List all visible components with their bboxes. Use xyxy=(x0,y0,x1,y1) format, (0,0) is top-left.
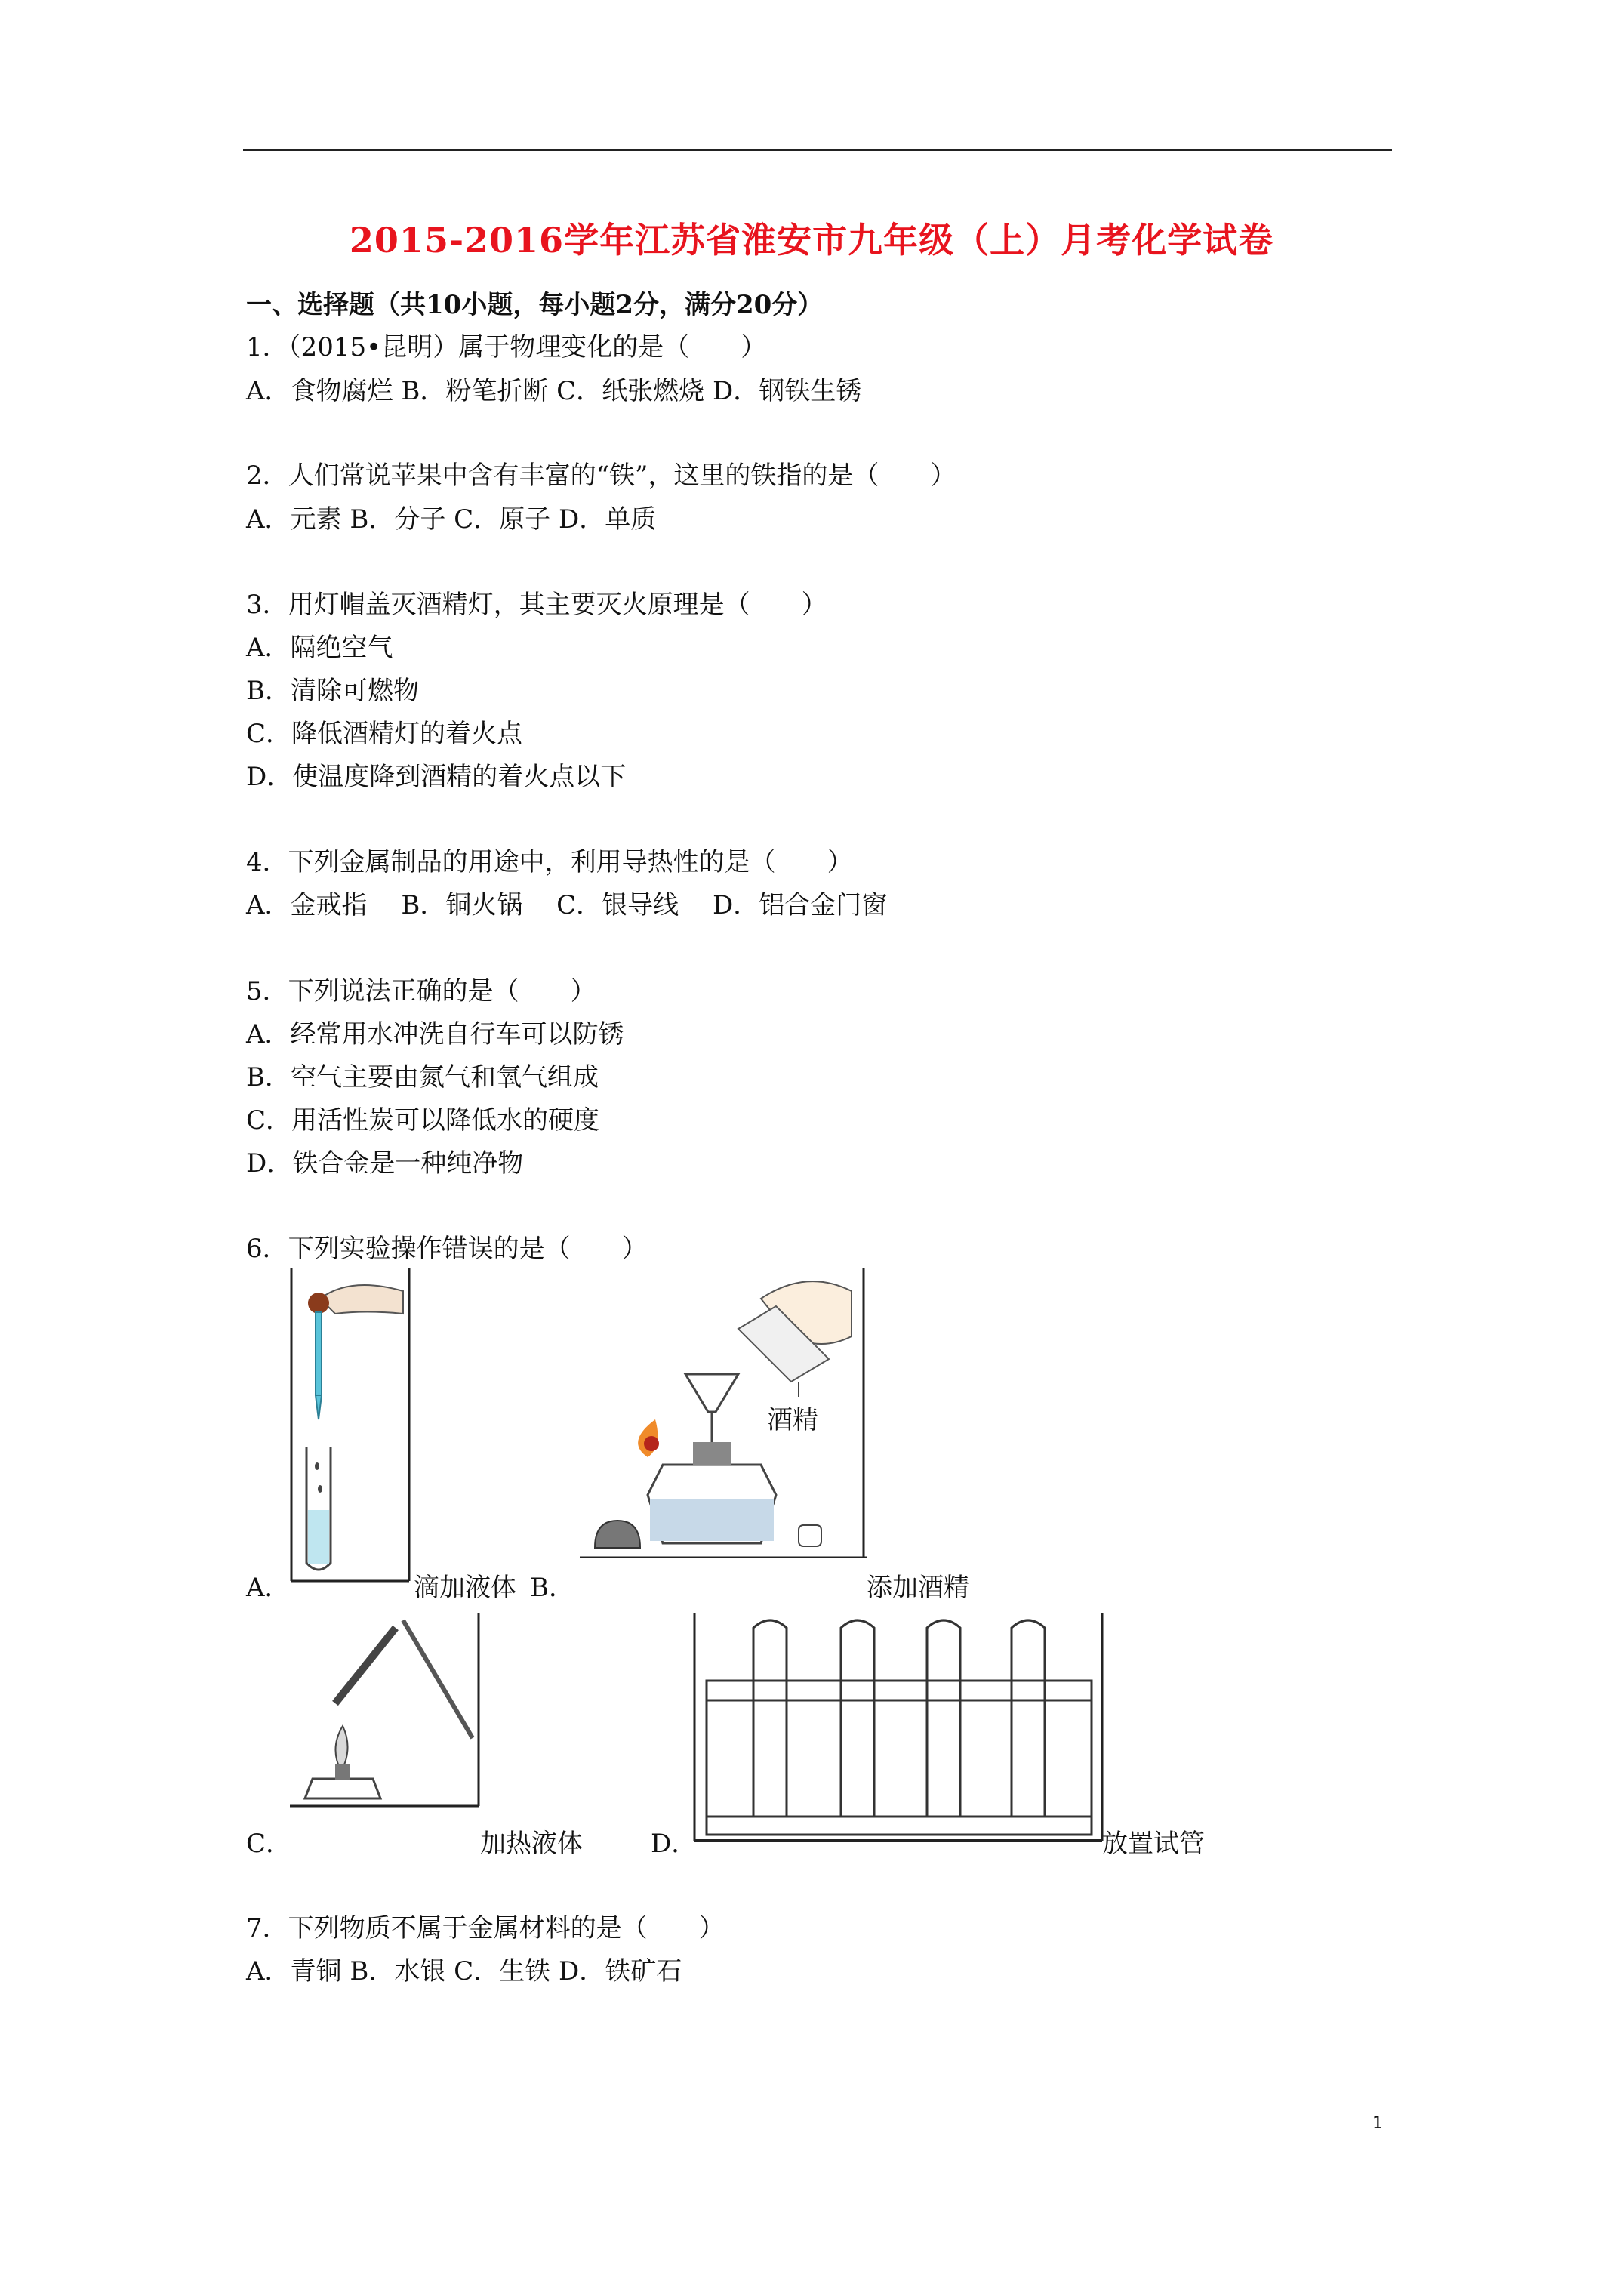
figure-heating-liquid xyxy=(290,1613,480,1808)
q6-a-prefix: A． xyxy=(246,1573,291,1603)
q6-b-prefix: B． xyxy=(530,1573,574,1603)
q6-d-caption: 放置试管 xyxy=(1102,1829,1205,1859)
q5-option-b: B．空气主要由氮气和氧气组成 xyxy=(246,1062,599,1093)
q2-options: A．元素 B．分子 C．原子 D．单质 xyxy=(246,504,657,535)
q6-stem: 6．下列实验操作错误的是（ ） xyxy=(246,1234,648,1264)
q6-b-caption: 添加酒精 xyxy=(867,1573,969,1603)
q4-stem: 4．下列金属制品的用途中，利用导热性的是（ ） xyxy=(246,847,853,877)
q1-stem: 1．（2015•昆明）属于物理变化的是（ ） xyxy=(246,332,767,362)
q3-option-a: A．隔绝空气 xyxy=(246,633,393,663)
q2-stem: 2．人们常说苹果中含有丰富的“铁”，这里的铁指的是（ ） xyxy=(246,461,956,491)
page-number: 1 xyxy=(1372,2114,1383,2133)
q5-option-c: C．用活性炭可以降低水的硬度 xyxy=(246,1105,600,1136)
figure-test-tube-rack xyxy=(691,1613,1105,1845)
q6-a-caption: 滴加液体 xyxy=(414,1573,516,1603)
q6-c-caption: 加热液体 xyxy=(480,1829,583,1859)
q6-d-prefix: D． xyxy=(651,1829,698,1859)
section-heading: 一、选择题（共10小题，每小题2分，满分20分） xyxy=(246,290,824,320)
q6-c-prefix: C． xyxy=(246,1829,292,1859)
q3-option-d: D．使温度降到酒精的着火点以下 xyxy=(246,762,627,792)
q1-options: A．食物腐烂 B．粉笔折断 C．纸张燃烧 D．钢铁生锈 xyxy=(246,376,862,406)
q4-options: A．金戒指 B．铜火锅 C．银导线 D．铝合金门窗 xyxy=(246,890,888,920)
figure-dropper xyxy=(290,1268,411,1586)
q5-stem: 5．下列说法正确的是（ ） xyxy=(246,976,596,1006)
q7-stem: 7．下列物质不属于金属材料的是（ ） xyxy=(246,1913,725,1943)
q3-option-b: B．清除可燃物 xyxy=(246,676,419,706)
figure-adding-alcohol xyxy=(580,1268,867,1558)
q3-stem: 3．用灯帽盖灭酒精灯，其主要灭火原理是（ ） xyxy=(246,590,827,620)
q7-options: A．青铜 B．水银 C．生铁 D．铁矿石 xyxy=(246,1956,682,1986)
alcohol-label: 酒精 xyxy=(767,1405,818,1435)
q3-option-c: C．降低酒精灯的着火点 xyxy=(246,719,523,749)
q5-option-a: A．经常用水冲洗自行车可以防锈 xyxy=(246,1019,624,1049)
q5-option-d: D．铁合金是一种纯净物 xyxy=(246,1148,524,1179)
header-rule xyxy=(243,149,1392,151)
page-title: 2015-2016学年江苏省淮安市九年级（上）月考化学试卷 xyxy=(349,220,1274,260)
